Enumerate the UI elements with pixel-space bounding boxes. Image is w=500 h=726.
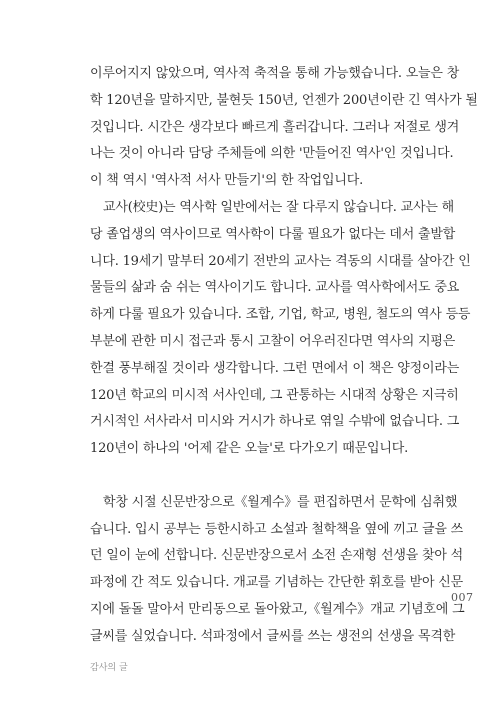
text-line: 지에 돌돌 말아서 만리동으로 돌아왔고,《월계수》개교 기념호에 그 — [90, 601, 465, 617]
page-number: 007 — [451, 591, 474, 604]
text-line: 120년 학교의 미시적 서사인데, 그 관통하는 시대적 상황은 지극히 — [90, 387, 459, 403]
text-line: 이루어지지 않았으며, 역사적 축적을 통해 가능했습니다. 오늘은 창 — [90, 66, 460, 81]
text-line: 니다. 19세기 말부터 20세기 전반의 교사는 격동의 시대를 살아간 인 — [90, 253, 471, 269]
text-line: 물들의 삶과 숨 쉬는 역사이기도 합니다. 교사를 역사학에서도 중요 — [90, 280, 460, 296]
text-line: 교사(校史)는 역사학 일반에서는 잘 다루지 않습니다. 교사는 해 — [103, 199, 455, 215]
text-line: 당 졸업생의 역사이므로 역사학이 다룰 필요가 없다는 데서 출발합 — [90, 226, 456, 242]
text-line: 글씨를 실었습니다. 석파정에서 글씨를 쓰는 생전의 선생을 목격한 — [90, 628, 456, 644]
paragraph-2 — [90, 195, 471, 463]
text-line: 것입니다. 시간은 생각보다 빠르게 흘러갑니다. 그러나 저절로 생겨 — [90, 119, 460, 135]
text-line: 던 일이 눈에 선합니다. 신문반장으로서 소전 손재형 선생을 찾아 석 — [90, 548, 463, 564]
text-line: 부분에 관한 미시 접근과 통시 고찰이 어우러진다면 역사의 지평은 — [90, 333, 456, 349]
text-line: 파정에 간 적도 있습니다. 개교를 기념하는 간단한 휘호를 받아 신문 — [90, 575, 463, 591]
text-line: 하게 다룰 필요가 있습니다. 조합, 기업, 학교, 병원, 철도의 역사 등등 — [90, 307, 471, 323]
text-line: 나는 것이 아니라 담당 주체들에 의한 '만들어진 역사'인 것입니다. — [90, 146, 454, 162]
paragraph-spacer — [90, 463, 433, 490]
text-line: 이 책 역시 '역사적 서사 만들기'의 한 작업입니다. — [90, 173, 364, 189]
text-line: 120년이 하나의 '어제 같은 오늘'로 다가오기 때문입니다. — [90, 441, 409, 457]
running-footer: 감사의 글 — [90, 663, 128, 673]
paragraph-1 — [90, 61, 478, 195]
text-line: 학창 시절 신문반장으로《월계수》를 편집하면서 문학에 심취했 — [103, 494, 458, 510]
text-line: 습니다. 입시 공부는 등한시하고 소설과 철학책을 옆에 끼고 글을 쓰 — [90, 521, 463, 537]
text-line: 거시적인 서사라서 미시와 거시가 하나로 엮일 수밖에 없습니다. 그 — [90, 414, 460, 430]
text-line: 학 120년을 말하지만, 불현듯 150년, 언젠가 200년이란 긴 역사가 될 — [90, 92, 478, 108]
text-line: 한결 풍부해질 것이라 생각합니다. 그런 면에서 이 책은 양정이라는 — [90, 360, 460, 376]
